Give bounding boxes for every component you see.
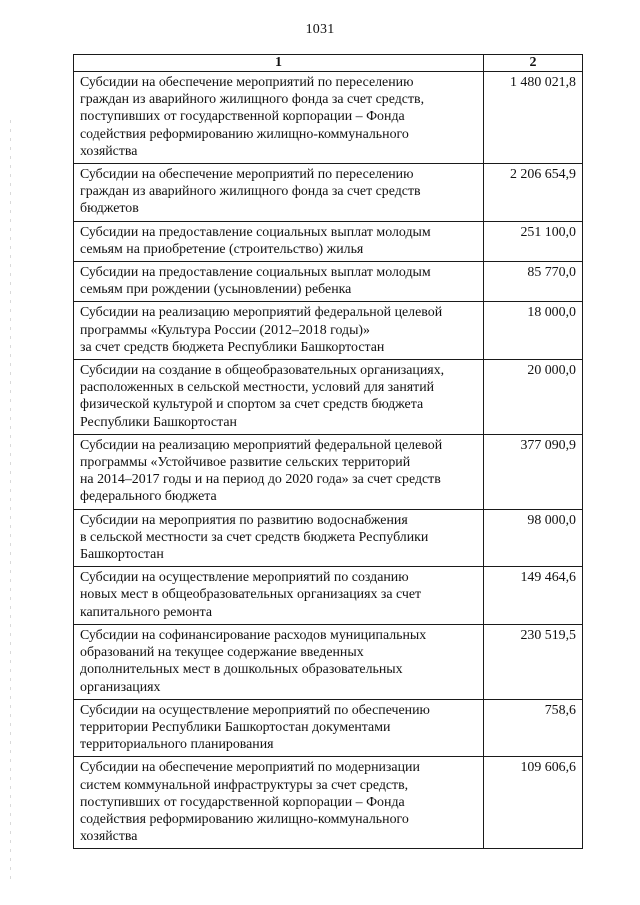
description-line: Субсидии на софинансирование расходов муниципальных [80, 627, 427, 643]
subsidy-amount: 20 000,0 [484, 360, 583, 435]
table-row [74, 72, 583, 164]
description-line: содействия реформированию жилищно-коммунального [80, 811, 409, 827]
description-line: программы «Культура России (2012–2018 годы)» [80, 322, 370, 338]
subsidy-description [74, 509, 484, 567]
subsidy-description [74, 221, 484, 261]
table-row [74, 757, 583, 849]
table-row [74, 302, 583, 360]
subsidy-description [74, 434, 484, 509]
subsidies-table [73, 54, 583, 849]
description-line: Субсидии на обеспечение мероприятий по переселению [80, 167, 414, 183]
description-line: программы «Устойчивое развитие сельских территорий [80, 455, 411, 471]
subsidy-description [74, 262, 484, 302]
table-row [74, 360, 583, 435]
scan-edge-artifact [10, 120, 11, 880]
description-line: Субсидии на предоставление социальных выплат молодым [80, 265, 431, 281]
description-line: граждан из аварийного жилищного фонда за счет средств [80, 184, 421, 200]
description-line: хозяйства [80, 829, 138, 845]
column-header-2: 2 [484, 55, 583, 72]
description-line: Субсидии на осуществление мероприятий по созданию [80, 570, 409, 586]
description-line: территории Республики Башкортостан документами [80, 719, 391, 735]
description-line: федерального бюджета [80, 489, 217, 505]
description-line: Субсидии на реализацию мероприятий федеральной целевой [80, 437, 443, 453]
subsidy-description [74, 164, 484, 222]
subsidy-description [74, 567, 484, 625]
description-line: в сельской местности за счет средств бюджета Республики [80, 529, 429, 545]
description-line: Субсидии на мероприятия по развитию водоснабжения [80, 512, 408, 528]
description-line: Субсидии на обеспечение мероприятий по переселению [80, 75, 414, 90]
description-line: территориального планирования [80, 737, 274, 753]
description-line: Субсидии на создание в общеобразовательных организациях, [80, 363, 445, 379]
description-line: новых мест в общеобразовательных организациях за счет [80, 587, 422, 603]
description-line: Башкортостан [80, 547, 164, 563]
subsidy-amount: 230 519,5 [484, 624, 583, 699]
description-line: семьям при рождении (усыновлении) ребенка [80, 282, 352, 298]
subsidy-amount: 85 770,0 [484, 262, 583, 302]
description-line: Субсидии на реализацию мероприятий федеральной целевой [80, 305, 443, 321]
description-line: образований на текущее содержание введенных [80, 645, 364, 661]
description-line: Субсидии на осуществление мероприятий по обеспечению [80, 702, 430, 718]
description-line: систем коммунальной инфраструктуры за счет средств, [80, 777, 409, 793]
table-row [74, 509, 583, 567]
subsidy-amount: 1 480 021,8 [484, 72, 583, 164]
subsidy-amount: 377 090,9 [484, 434, 583, 509]
subsidy-amount: 2 206 654,9 [484, 164, 583, 222]
column-header-1: 1 [74, 55, 484, 72]
page-number: 1031 [305, 22, 335, 37]
description-line: поступивших от государственной корпорации – Фонда [80, 794, 405, 810]
description-line: граждан из аварийного жилищного фонда за счет средств, [80, 92, 425, 108]
table-row [74, 262, 583, 302]
description-line: организациях [80, 679, 161, 695]
description-line: капитального ремонта [80, 604, 213, 620]
subsidy-amount: 18 000,0 [484, 302, 583, 360]
subsidy-amount: 251 100,0 [484, 221, 583, 261]
description-line: расположенных в сельской местности, условий для занятий [80, 380, 435, 396]
table-row [74, 221, 583, 261]
table-header-row [74, 55, 583, 72]
description-line: Республики Башкортостан [80, 414, 237, 430]
subsidy-amount: 98 000,0 [484, 509, 583, 567]
description-line: за счет средств бюджета Республики Башкортостан [80, 339, 385, 355]
description-line: поступивших от государственной корпорации – Фонда [80, 109, 405, 125]
subsidy-amount: 149 464,6 [484, 567, 583, 625]
table-row [74, 699, 583, 757]
description-line: Субсидии на обеспечение мероприятий по модернизации [80, 760, 420, 776]
table-row [74, 567, 583, 625]
description-line: Субсидии на предоставление социальных выплат молодым [80, 224, 431, 240]
description-line: дополнительных мест в дошкольных образовательных [80, 662, 403, 678]
subsidy-amount: 109 606,6 [484, 757, 583, 849]
description-line: содействия реформированию жилищно-коммунального [80, 126, 409, 142]
subsidy-description [74, 624, 484, 699]
subsidy-description [74, 699, 484, 757]
table-body [74, 72, 583, 849]
description-line: физической культурой и спортом за счет средств бюджета [80, 397, 424, 413]
table-row [74, 434, 583, 509]
description-line: хозяйства [80, 143, 138, 159]
subsidy-description [74, 757, 484, 849]
subsidy-description [74, 72, 484, 164]
description-line: бюджетов [80, 201, 139, 217]
table-row [74, 624, 583, 699]
subsidy-description [74, 302, 484, 360]
description-line: семьям на приобретение (строительство) жилья [80, 241, 364, 257]
description-line: на 2014–2017 годы и на период до 2020 года» за счет средств [80, 472, 441, 488]
subsidy-description [74, 360, 484, 435]
table-row [74, 164, 583, 222]
subsidy-amount: 758,6 [484, 699, 583, 757]
